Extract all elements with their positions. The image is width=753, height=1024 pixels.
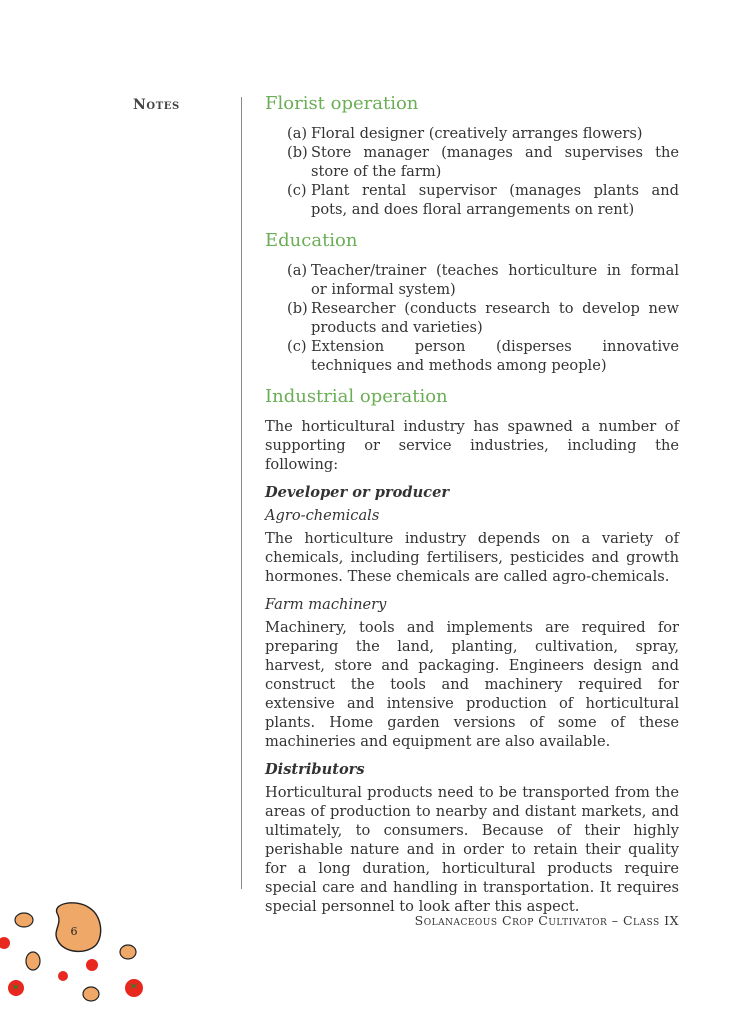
list-text: Extension person (disperses innovative techniques and methods among people) (311, 338, 679, 374)
section-florist (265, 92, 679, 219)
main-content (265, 92, 679, 925)
potato-icon (56, 903, 101, 952)
tomato-icon (86, 959, 98, 971)
farm-machinery-paragraph: Machinery, tools and implements are required for preparing the land, planting, cultivation, spray, harvest, store and packaging. Engineers design and construct the tools and machinery required for extensive and intensive production of horticultural plants. Home garden versions of some of these machineries and equipment are also available. (265, 619, 679, 750)
list-marker: (c) (287, 182, 307, 199)
potato-icon (15, 913, 33, 927)
distributors-paragraph: Horticultural products need to be transported from the areas of production to nearby and distant markets, and ultimately, to consumers. Because of their highly perishable nature and in order to retain their quality for a long duration, horticultural products require special care and handling in transportation. It requires special personnel to look after this aspect. (265, 784, 679, 915)
subheading-developer: Developer or producer (265, 484, 450, 501)
list-marker: (b) (287, 300, 308, 317)
section-heading: Florist operation (265, 93, 419, 114)
list-marker: (c) (287, 338, 307, 355)
potato-icon (26, 952, 40, 970)
section-industrial (265, 385, 679, 916)
tomato-icon (58, 971, 68, 981)
list-item (265, 261, 679, 299)
vegetable-decoration (0, 895, 160, 1024)
list-text: Teacher/trainer (teaches horticulture in formal or informal system) (311, 262, 679, 298)
list-item (265, 124, 679, 143)
subheading-agro-chemicals: Agro-chemicals (265, 507, 380, 524)
list-marker: (a) (287, 125, 308, 142)
list-item (265, 181, 679, 219)
running-title: Solanaceous Crop Cultivator – Class IX (414, 913, 679, 928)
list-marker: (a) (287, 262, 308, 279)
list-text: Floral designer (creatively arranges flowers) (311, 125, 643, 142)
list-text: Store manager (manages and supervises the store of the farm) (311, 144, 679, 180)
florist-list (265, 124, 679, 219)
industrial-intro: The horticultural industry has spawned a number of supporting or service industries, including the following: (265, 418, 679, 473)
list-text: Researcher (conducts research to develop new products and varieties) (311, 300, 679, 336)
page-number: 6 (70, 925, 78, 938)
margin-divider (241, 97, 242, 889)
agro-chemicals-paragraph: The horticulture industry depends on a variety of chemicals, including fertilisers, pesticides and growth hormones. These chemicals are called agro-chemicals. (265, 530, 679, 585)
subheading-distributors: Distributors (265, 761, 365, 778)
list-item (265, 337, 679, 375)
list-text: Plant rental supervisor (manages plants and pots, and does floral arrangements on rent) (311, 182, 679, 218)
potato-icon (120, 945, 136, 959)
list-marker: (b) (287, 144, 308, 161)
tomato-icon (0, 937, 10, 949)
section-education (265, 229, 679, 375)
education-list (265, 261, 679, 375)
section-heading: Education (265, 230, 358, 251)
list-item (265, 143, 679, 181)
list-item (265, 299, 679, 337)
notes-label: Notes (133, 97, 180, 113)
subheading-farm-machinery: Farm machinery (265, 596, 387, 613)
tomato-icon (125, 979, 143, 997)
potato-icon (83, 987, 99, 1001)
section-heading: Industrial operation (265, 386, 448, 407)
